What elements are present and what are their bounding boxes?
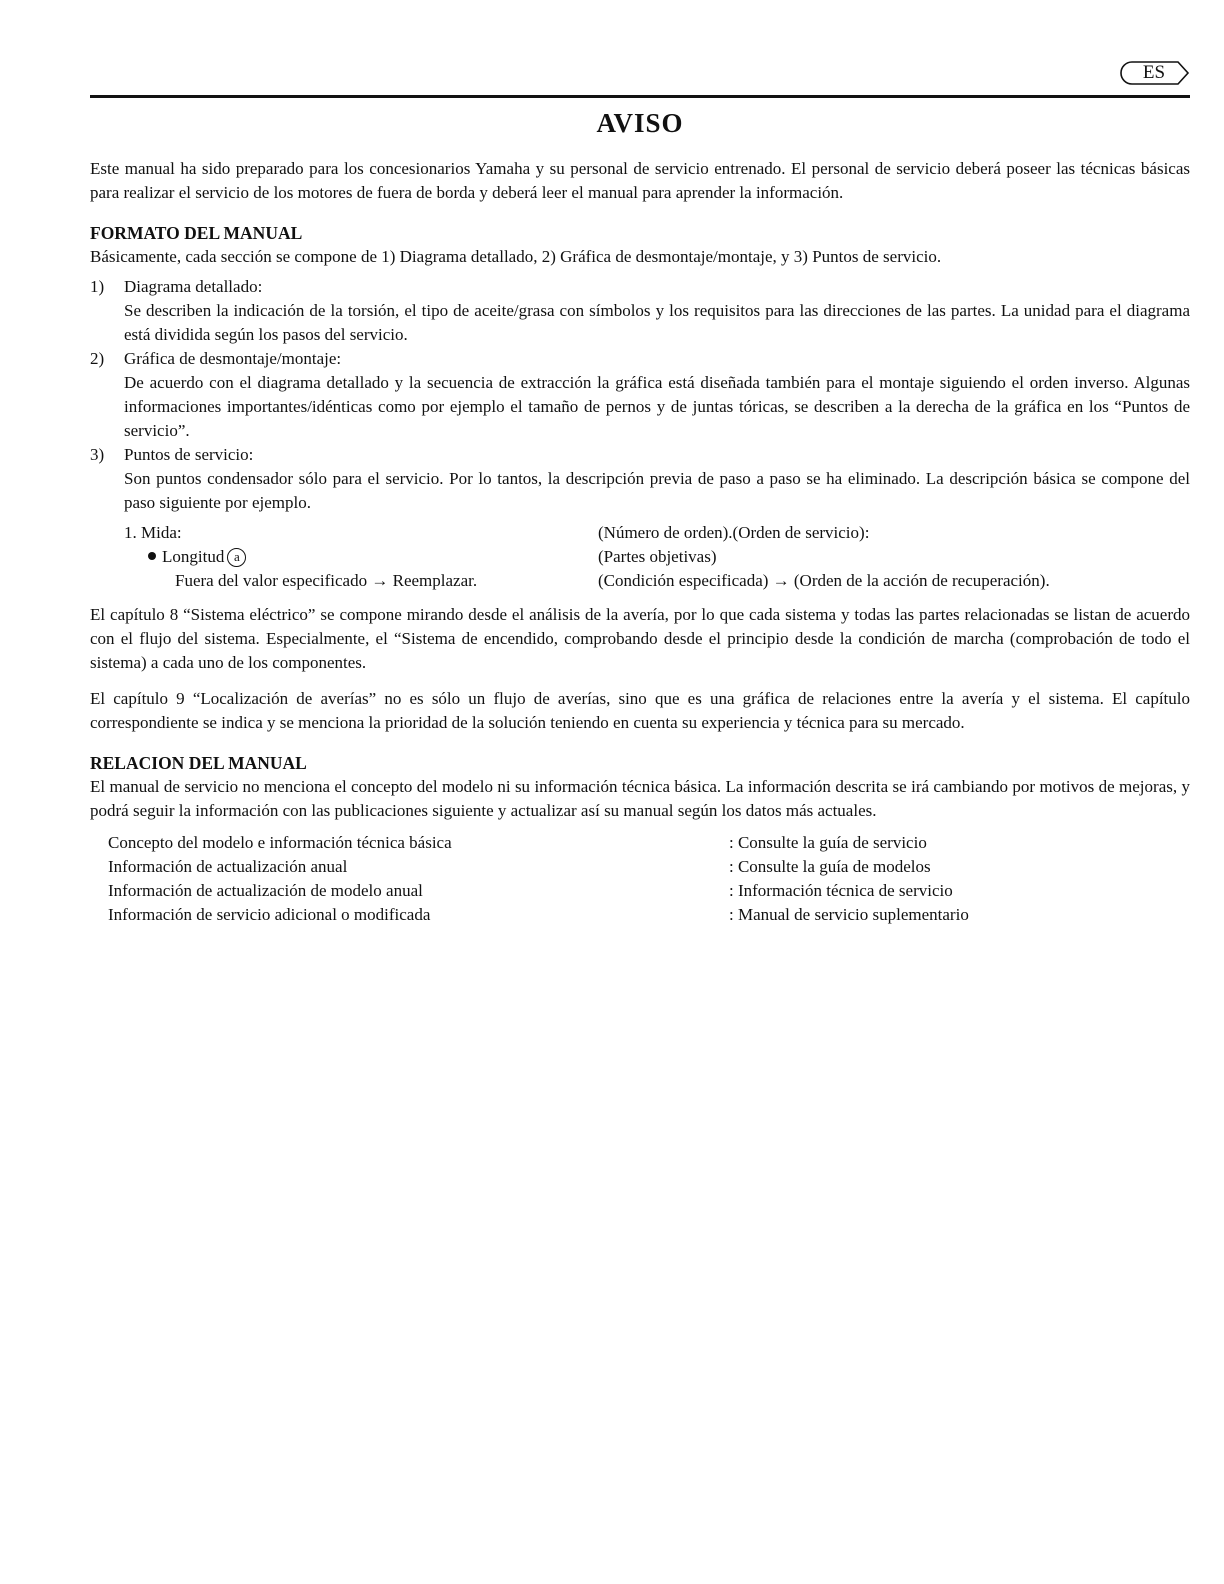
example-action: Fuera del valor especificado → Reemplazar. <box>175 571 478 590</box>
list-item-desc: Son puntos condensador sólo para el servicio. Por lo tantos, la descripción previa de paso a paso se ha eliminado. La descripción básica se compone del paso siguiente por ejemplo. <box>124 469 1190 512</box>
relacion-heading: RELACION DEL MANUAL <box>90 753 307 773</box>
reference-left: Información de actualización de modelo anual <box>108 881 423 900</box>
reference-left: Información de servicio adicional o modificada <box>108 905 431 924</box>
page-title: AVISO <box>596 108 684 138</box>
example-explanation-3: (Condición especificada) → (Orden de la acción de recuperación). <box>598 571 1050 590</box>
chapter-9-paragraph: El capítulo 9 “Localización de averías” no es sólo un flujo de averías, sino que es una gráfica de relaciones entre la avería y el sistema. El capítulo correspondiente se indica y se menciona la prioridad de la solución teniendo en cuenta su experiencia y técnica para su mercado. <box>90 689 1190 732</box>
reference-left: Información de actualización anual <box>108 857 348 876</box>
bullet-icon <box>148 552 156 560</box>
reference-right: : Consulte la guía de modelos <box>729 857 931 876</box>
list-item-desc: Se describen la indicación de la torsión, el tipo de aceite/grasa con símbolos y los requisitos para las direcciones de las partes. La unidad para el diagrama está dividida según los pasos del servicio. <box>124 301 1190 344</box>
example-step: 1. Mida: <box>124 523 182 542</box>
list-item-number: 3) <box>90 445 105 464</box>
list-item-number: 2) <box>90 349 105 368</box>
chapter-8-paragraph: El capítulo 8 “Sistema eléctrico” se compone mirando desde el análisis de la avería, por lo que cada sistema y todas las partes relacionadas se listan de acuerdo con el flujo del sistema. Especialmente, el “Sistema de encendido, comprobando desde el principio desde la condición de marcha (comprobación de todo el sistema) a cada uno de los componentes. <box>90 605 1190 672</box>
formato-heading: FORMATO DEL MANUAL <box>90 223 303 243</box>
reference-table <box>108 831 1190 927</box>
example-part-label: Longitud <box>162 547 225 566</box>
language-badge <box>1118 60 1190 86</box>
list-item <box>90 347 1190 443</box>
relacion-paragraph: El manual de servicio no menciona el concepto del modelo ni su información técnica básica. La información descrita se irá cambiando por motivos de mejoras, y podrá seguir la información con las publicaciones siguiente y actualizar así su manual según los datos más actuales. <box>90 777 1190 820</box>
circled-letter-icon: a <box>227 548 246 567</box>
list-item-desc: De acuerdo con el diagrama detallado y la secuencia de extracción la gráfica está diseñada también para el montaje siguiendo el orden inverso. Algunas informaciones importantes/idénticas como por ejemplo el tamaño de pernos y de juntas tóricas, se describen a la derecha de la gráfica en los “Puntos de servicio”. <box>124 373 1190 440</box>
list-item <box>90 275 1190 347</box>
reference-right: : Información técnica de servicio <box>729 881 953 900</box>
formato-summary: Básicamente, cada sección se compone de 1) Diagrama detallado, 2) Gráfica de desmontaje/montaje, y 3) Puntos de servicio. <box>90 247 942 266</box>
list-item-label: Gráfica de desmontaje/montaje: <box>124 349 342 368</box>
language-badge-label: ES <box>1142 62 1166 83</box>
example-explanation-2: (Partes objetivas) <box>598 547 717 566</box>
service-point-example <box>124 521 1190 593</box>
reference-right: : Consulte la guía de servicio <box>729 833 927 852</box>
header-rule <box>90 95 1190 98</box>
document-body <box>90 157 1190 927</box>
formato-list <box>90 275 1190 515</box>
example-explanation-1: (Número de orden).(Orden de servicio): <box>598 523 870 542</box>
example-part <box>124 545 598 569</box>
example-right-column <box>598 521 1190 593</box>
example-left-column <box>124 521 598 593</box>
reference-right: : Manual de servicio suplementario <box>729 905 969 924</box>
list-item <box>90 443 1190 515</box>
list-item-number: 1) <box>90 277 105 296</box>
reference-left: Concepto del modelo e información técnica básica <box>108 833 452 852</box>
list-item-label: Puntos de servicio: <box>124 445 254 464</box>
intro-paragraph: Este manual ha sido preparado para los concesionarios Yamaha y su personal de servicio entrenado. El personal de servicio deberá poseer las técnicas básicas para realizar el servicio de los motores de fuera de borda y deberá leer el manual para aprender la información. <box>90 159 1190 202</box>
list-item-label: Diagrama detallado: <box>124 277 263 296</box>
